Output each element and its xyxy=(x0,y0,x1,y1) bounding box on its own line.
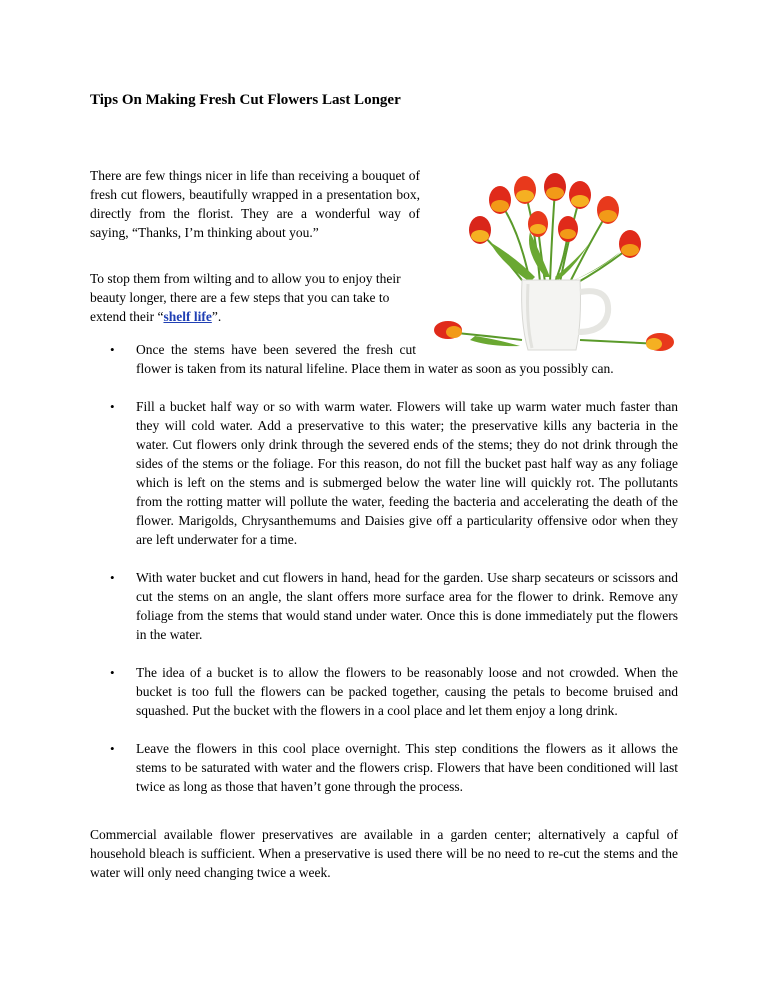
bullet-icon: • xyxy=(110,342,115,357)
list-item xyxy=(108,340,678,378)
list-item xyxy=(108,739,678,796)
intro-paragraph: There are few things nicer in life than receiving a bouquet of fresh cut flowers, beautifully wrapped in a presentation box, directly from the florist. They are a wonderful way of saying, “Thanks, I’m thinking about you.” xyxy=(90,168,420,240)
list-item-text: Fill a bucket half way or so with warm water. Flowers will take up warm water much faster than they will cold water. Add a preservative to this water; the preservative kills any bacteria in the water. Cut flowers only drink through the severed ends of the stems; they do not drink through the sides of the stems or the foliage. For this reason, do not fill the bucket past half way as any foliage which is left on the stems and is submerged below the water line will quickly rot. The pollutants from the rotting matter will pollute the water, feeding the bacteria and accelerating the death of the flower. Marigolds, Chrysanthemums and Daisies give off a particularity offensive odor when they are left underwater for a time. xyxy=(136,399,678,547)
closing-paragraph: Commercial available flower preservatives are available in a garden center; alternatively a capful of household bleach is sufficient. When a preservative is used there will be no need to re-cut the stems and the water will only need changing twice a week. xyxy=(90,827,678,880)
list-item-text: With water bucket and cut flowers in hand, head for the garden. Use sharp secateurs or scissors and cut the stems on an angle, the slant offers more surface area for the flower to drink. Remove any foliage from the stems that would stand under water. Once this is done immediately put the flowers in the water. xyxy=(136,570,678,642)
bullet-icon: • xyxy=(110,665,115,680)
tulip-vase-photo xyxy=(430,172,678,356)
tips-list xyxy=(108,340,678,815)
bullet-icon: • xyxy=(110,399,115,414)
list-item-text: The idea of a bucket is to allow the flowers to be reasonably loose and not crowded. When the bucket is too full the flowers can be packed together, causing the petals to become bruised and squashed. Put the bucket with the flowers in a cool place and let them enjoy a long drink. xyxy=(136,665,678,718)
shelf-life-link[interactable]: shelf life xyxy=(163,309,212,324)
bullet-icon: • xyxy=(110,570,115,585)
photo-wrap-spacer xyxy=(416,340,678,357)
list-item xyxy=(108,568,678,644)
intro-text-end: ”. xyxy=(211,309,222,324)
intro-text: To stop them from wilting and to allow you to enjoy their beauty longer, there are a few steps that you can take to extend their “ xyxy=(90,271,401,324)
intro-paragraph-2 xyxy=(90,269,420,326)
page-title: Tips On Making Fresh Cut Flowers Last Longer xyxy=(90,92,401,108)
list-item xyxy=(108,663,678,720)
bullet-icon: • xyxy=(110,741,115,756)
list-item-text: Leave the flowers in this cool place overnight. This step conditions the flowers as it allows the stems to be saturated with water and the flowers crisp. Flowers that have been conditioned will last twice as long as those that haven’t gone through the process. xyxy=(136,741,678,794)
list-item xyxy=(108,397,678,549)
list-item-text: Once the stems have been severed the fresh cut flower is taken from its natural lifeline. Place them in water as soon as you possibly can. xyxy=(136,342,614,376)
